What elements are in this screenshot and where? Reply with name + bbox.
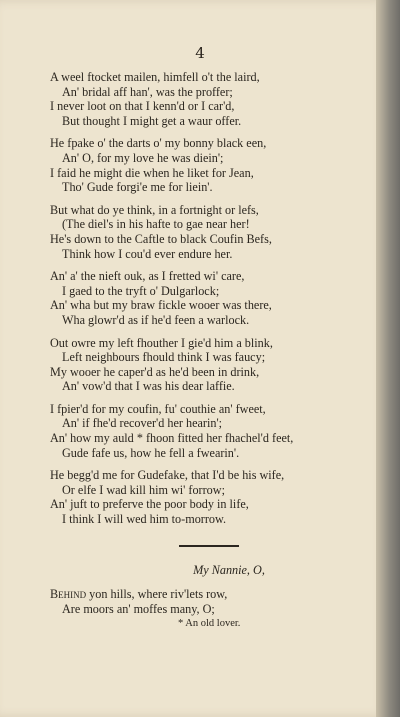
- section-divider: [179, 545, 239, 547]
- stanza: [50, 468, 368, 526]
- page-number: 4: [195, 44, 205, 62]
- poem-line: He's down to the Caftle to black Coufin Befs,: [50, 231, 272, 246]
- song-line-2: Are moors an' moffes many, O;: [62, 601, 215, 616]
- poem-line: Think how I cou'd ever endure her.: [62, 246, 233, 261]
- song-line-1-rest: yon hills, where riv'lets row,: [86, 587, 228, 602]
- stanza: [50, 136, 368, 194]
- song-line-1: [50, 587, 368, 602]
- stanza: [50, 336, 368, 394]
- poem-line: He begg'd me for Gudefake, that I'd be his wife,: [50, 468, 285, 483]
- poem-line: Wha glowr'd as if he'd feen a warlock.: [62, 312, 250, 327]
- poem-line: Left neighbours fhould think I was faucy;: [62, 350, 266, 365]
- poem-line: An' how my auld * fhoon fitted her fhachel'd feet,: [50, 431, 294, 446]
- poem-line: But thought I might get a waur offer.: [62, 113, 242, 128]
- poem-line: He fpake o' the darts o' my bonny black een,: [50, 136, 267, 151]
- poem-line: Gude fafe us, how he fell a fwearin'.: [62, 445, 240, 460]
- poem-line: (The diel's in his hafte to gae near her!: [62, 217, 250, 232]
- footnote: * An old lover.: [178, 618, 241, 630]
- poem-line: Tho' Gude forgi'e me for liein'.: [62, 180, 213, 195]
- poem-line: An' if fhe'd recover'd her hearin';: [62, 416, 223, 431]
- poem-line: An' bridal aff han', was the proffer;: [62, 84, 233, 99]
- poem-line: I never loot on that I kenn'd or I car'd,: [50, 99, 235, 114]
- poem-line: My wooer he caper'd as he'd been in drink,: [50, 364, 260, 379]
- poem-line: I fpier'd for my coufin, fu' couthie an' fweet,: [50, 401, 266, 416]
- book-gutter: [376, 0, 400, 717]
- poem-line: An' O, for my love he was diein';: [62, 150, 224, 165]
- poem-stanzas: [50, 70, 368, 527]
- poem-line: A weel ftocket mailen, himfell o't the laird,: [50, 70, 260, 84]
- poem-line: An' juft to preferve the poor body in life,: [50, 497, 249, 512]
- poem-line: Or elfe I wad kill him wi' forrow;: [62, 482, 225, 497]
- song-first-word: Behind: [50, 587, 87, 602]
- stanza: [50, 70, 368, 128]
- poem-line: An' wha but my braw fickle wooer was there,: [50, 298, 272, 313]
- poem-text: [50, 70, 368, 632]
- poem-line: I think I will wed him to-morrow.: [62, 512, 227, 527]
- song-title: My Nannie, O,: [193, 562, 265, 577]
- poem-line: Out owre my left fhouther I gie'd him a blink,: [50, 335, 273, 350]
- stanza: [50, 402, 368, 460]
- poem-line: But what do ye think, in a fortnight or lefs,: [50, 202, 259, 217]
- poem-line: An' vow'd that I was his dear laffie.: [62, 379, 235, 394]
- poem-line: I gaed to the tryft o' Dulgarlock;: [62, 283, 220, 298]
- stanza: [50, 269, 368, 327]
- stanza: [50, 203, 368, 261]
- poem-line: I faid he might die when he liket for Jean,: [50, 165, 254, 180]
- poem-line: An' a' the nieft ouk, as I fretted wi' care,: [50, 269, 245, 284]
